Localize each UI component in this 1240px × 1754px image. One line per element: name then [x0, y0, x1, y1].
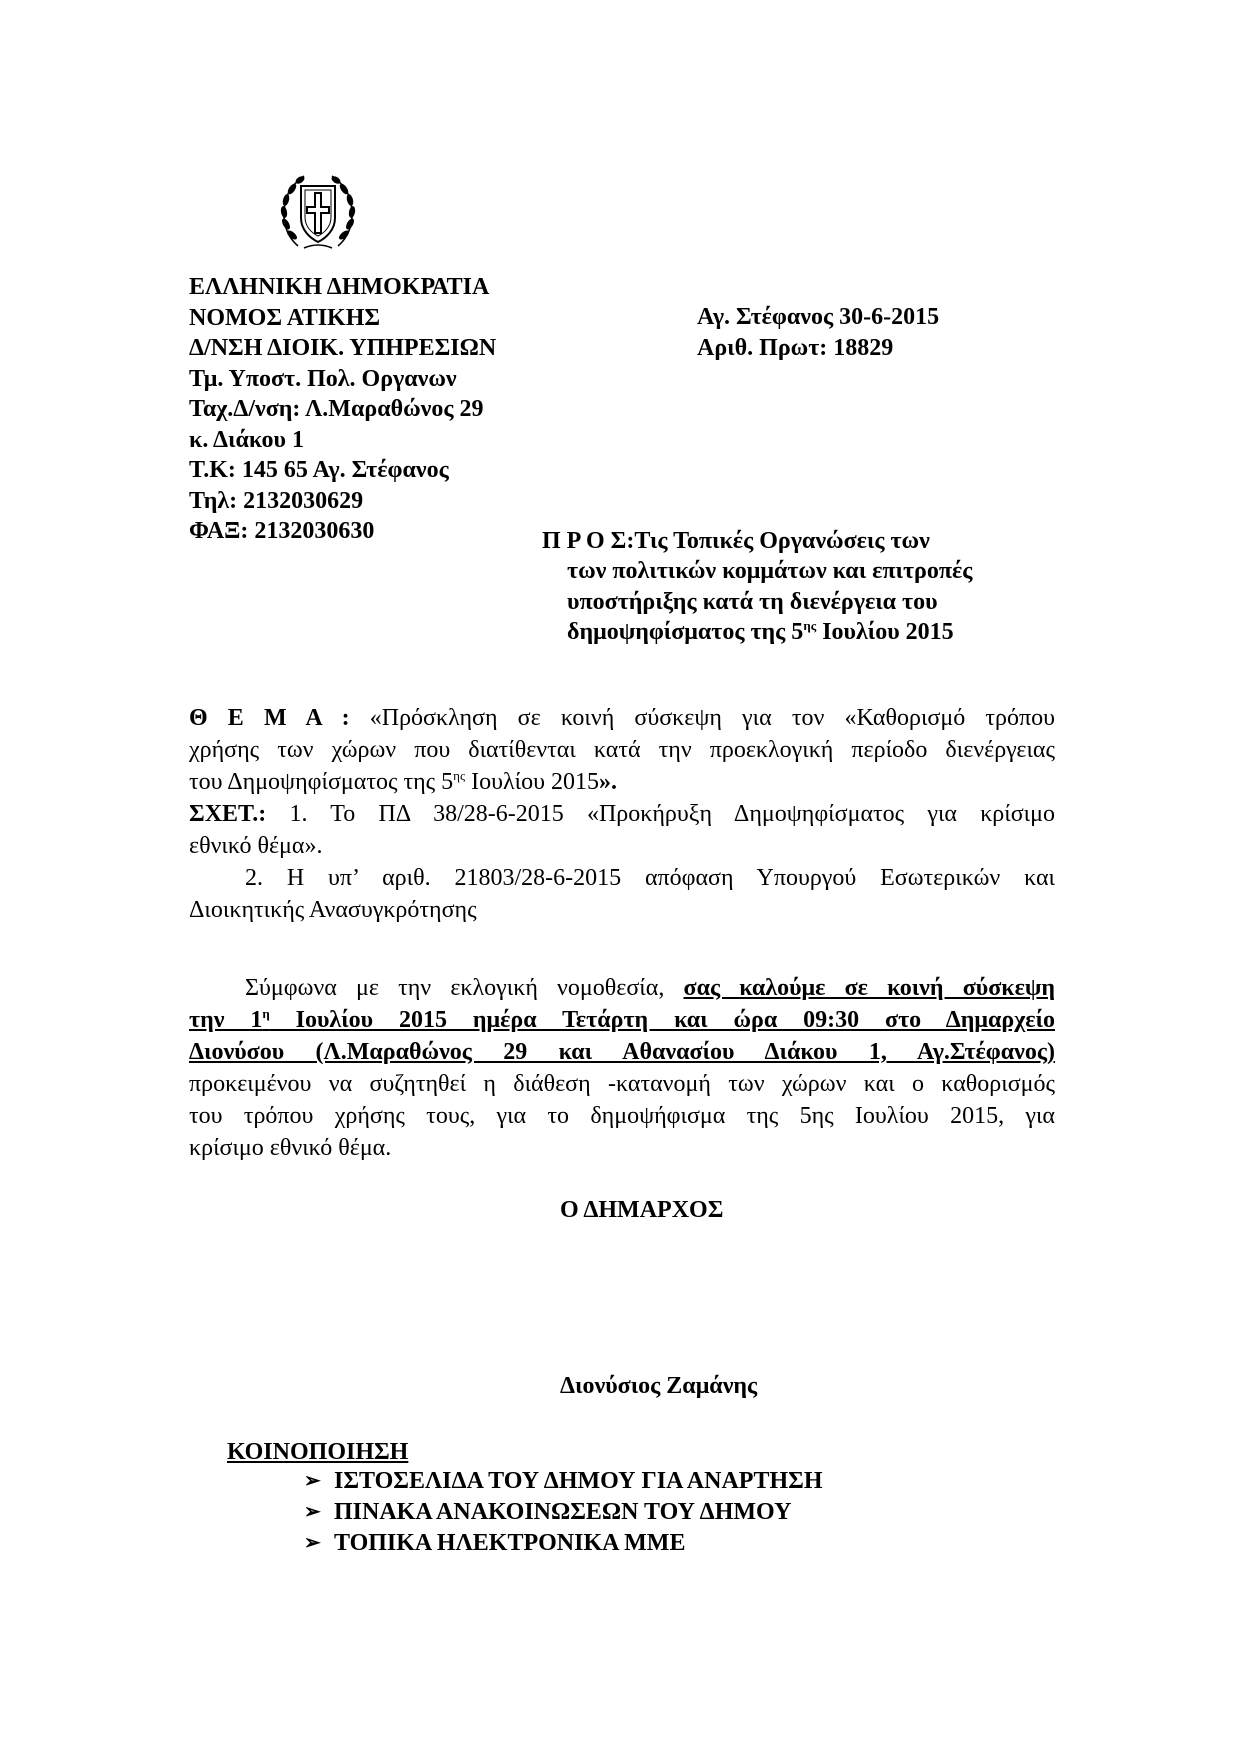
recipient-label: Π Ρ Ο Σ:	[542, 528, 635, 554]
subject-ordinal-suffix: ης	[453, 768, 466, 783]
subject-line-2: χρήσης των χώρων που διατίθενται κατά την προεκλογική περίοδο διενέργειας	[189, 737, 1055, 763]
recipient-line-4-end: Ιουλίου 2015	[816, 619, 954, 645]
subject-line-3-text: του Δημοψηφίσματος της 5	[189, 769, 454, 795]
phone-line: Τηλ: 2132030629	[189, 487, 364, 514]
body-line-2-text: την 1	[189, 1007, 263, 1033]
recipient-line-3: υποστήριξης κατά τη διενέργεια του	[567, 588, 938, 615]
subject-line-3-end: ».	[598, 769, 617, 795]
recipient-block	[567, 556, 972, 648]
list-item	[304, 1466, 823, 1497]
body-ordinal-suffix: η	[262, 1006, 270, 1021]
body-line-5: του τρόπου χρήσης τους, για το δημοψήφισμα της 5ης Ιουλίου 2015, για	[189, 1103, 1055, 1129]
distribution-item-3: ΤΟΠΙΚΑ ΗΛΕΚΤΡΟΝΙΚΑ ΜΜΕ	[334, 1530, 686, 1556]
prefecture-line: ΝΟΜΟΣ ΑΤΙΚΗΣ	[189, 304, 381, 331]
fax-line: ΦΑΞ: 2132030630	[189, 518, 375, 544]
body-line-2-end: Ιουλίου 2015 ημέρα Τετάρτη και ώρα 09:30 στο Δημαρχείο	[269, 1007, 1056, 1033]
recipient-ordinal-suffix: ης	[803, 618, 817, 633]
recipient-first-line	[542, 525, 930, 557]
address-line-2: κ. Διάκου 1	[189, 426, 304, 453]
postal-code-line: Τ.Κ: 145 65 Αγ. Στέφανος	[189, 457, 449, 483]
arrowhead-bullet-icon: ➢	[304, 1470, 321, 1492]
body-line-3: Διονύσου (Λ.Μαραθώνος 29 και Αθανασίου Διάκου 1, Αγ.Στέφανος)	[189, 1039, 1055, 1065]
distribution-item-1: ΙΣΤΟΣΕΛΙΔΑ ΤΟΥ ΔΗΜΟΥ ΓΙΑ ΑΝΑΡΤΗΣΗ	[334, 1468, 823, 1494]
subject-line-1	[189, 702, 1055, 734]
related-item-1: 1. Το ΠΔ 38/28-6-2015 «Προκήρυξη Δημοψηφίσματος για κρίσιμο	[266, 801, 1055, 827]
signature-title: Ο ΔΗΜΑΡΧΟΣ	[560, 1197, 724, 1223]
list-item	[304, 1528, 823, 1559]
body-line-4: προκειμένου να συζητηθεί η διάθεση -κατανομή των χώρων και ο καθορισμός	[189, 1071, 1055, 1097]
greek-coat-of-arms-icon	[274, 168, 362, 256]
related-label: ΣΧΕΤ.:	[189, 801, 267, 827]
body-invitation-emphasis: σας καλούμε σε κοινή σύσκεψη	[683, 975, 1055, 1001]
country-line: ΕΛΛΗΝΙΚΗ ΔΗΜΟΚΡΑΤΙΑ	[189, 274, 490, 300]
signatory-name: Διονύσιος Ζαμάνης	[560, 1373, 758, 1399]
recipient-line-4	[567, 617, 972, 648]
body-line-6: κρίσιμο εθνικό θέμα.	[189, 1135, 392, 1161]
recipient-line-4-text: δημοψηφίσματος της 5	[567, 619, 804, 645]
subject-line-3	[189, 766, 1055, 798]
subject-text-1: «Πρόσκληση σε κοινή σύσκεψη για τον «Καθορισμό τρόπου	[369, 705, 1055, 731]
body-line-2	[189, 1004, 1055, 1036]
distribution-list	[304, 1466, 823, 1559]
distribution-item-2: ΠΙΝΑΚΑ ΑΝΑΚΟΙΝΩΣΕΩΝ ΤΟΥ ΔΗΜΟΥ	[334, 1499, 792, 1525]
subject-block	[189, 702, 1055, 926]
body-line-1	[189, 972, 1055, 1004]
subject-line-3-date: Ιουλίου 2015	[465, 769, 599, 795]
date-protocol-block	[697, 302, 939, 363]
related-line-2: εθνικό θέμα».	[189, 833, 323, 859]
related-item-2: 2. Η υπ’ αριθ. 21803/28-6-2015 απόφαση Υπουργού Εσωτερικών και	[245, 865, 1055, 891]
related-item-2-cont: Διοικητικής Ανασυγκρότησης	[189, 897, 477, 923]
body-paragraph	[189, 972, 1055, 1164]
department-line: Τμ. Υποστ. Πολ. Οργανων	[189, 365, 457, 392]
sender-address-block	[189, 272, 496, 547]
directorate-line: Δ/ΝΣΗ ΔΙΟΙΚ. ΥΠΗΡΕΣΙΩΝ	[189, 335, 497, 361]
recipient-line-1: Τις Τοπικές Οργανώσεις των	[634, 528, 930, 554]
subject-label: Θ Ε Μ Α :	[189, 705, 350, 731]
related-line-1	[189, 798, 1055, 830]
protocol-number-line: Αριθ. Πρωτ: 18829	[697, 334, 894, 361]
date-line: Αγ. Στέφανος 30-6-2015	[697, 304, 940, 330]
arrowhead-bullet-icon: ➢	[304, 1532, 321, 1554]
arrowhead-bullet-icon: ➢	[304, 1501, 321, 1523]
distribution-title: ΚΟΙΝΟΠΟΙΗΣΗ	[227, 1439, 409, 1465]
list-item	[304, 1497, 823, 1528]
address-line: Ταχ.Δ/νση: Λ.Μαραθώνος 29	[189, 396, 484, 422]
body-line-1-text: Σύμφωνα με την εκλογική νομοθεσία,	[245, 975, 684, 1001]
recipient-line-2: των πολιτικών κομμάτων και επιτροπές	[567, 558, 973, 584]
